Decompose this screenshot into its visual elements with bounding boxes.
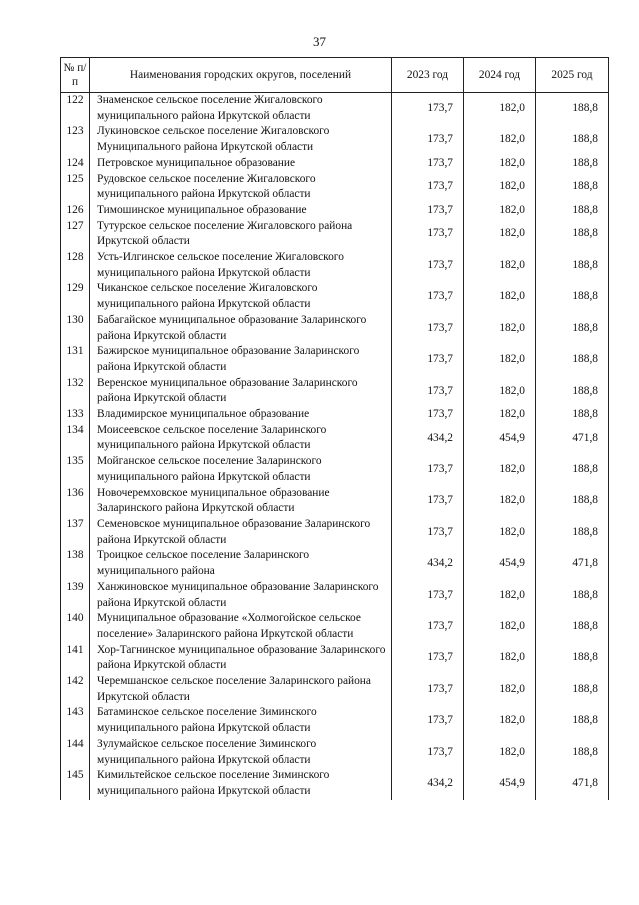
value-2024: 182,0 bbox=[464, 643, 536, 674]
value-2023: 173,7 bbox=[392, 705, 464, 736]
allocation-table bbox=[60, 57, 609, 800]
row-number: 136 bbox=[61, 486, 90, 517]
value-2025: 188,8 bbox=[536, 250, 609, 281]
settlement-name: Усть-Илгинское сельское поселение Жигаловского муниципального района Иркутской области bbox=[90, 250, 392, 281]
value-2025: 188,8 bbox=[536, 172, 609, 203]
value-2024: 182,0 bbox=[464, 674, 536, 705]
value-2024: 182,0 bbox=[464, 407, 536, 423]
row-number: 143 bbox=[61, 705, 90, 736]
header-2025: 2025 год bbox=[536, 58, 609, 93]
value-2024: 182,0 bbox=[464, 250, 536, 281]
row-number: 138 bbox=[61, 548, 90, 579]
table-row bbox=[61, 376, 609, 407]
value-2023: 173,7 bbox=[392, 203, 464, 219]
value-2025: 188,8 bbox=[536, 124, 609, 155]
settlement-name: Моисеевское сельское поселение Заларинского муниципального района Иркутской области bbox=[90, 423, 392, 454]
settlement-name: Семеновское муниципальное образование Заларинского района Иркутской области bbox=[90, 517, 392, 548]
value-2024: 454,9 bbox=[464, 548, 536, 579]
value-2024: 182,0 bbox=[464, 705, 536, 736]
value-2025: 188,8 bbox=[536, 737, 609, 768]
value-2025: 188,8 bbox=[536, 611, 609, 642]
table-row bbox=[61, 486, 609, 517]
value-2025: 188,8 bbox=[536, 517, 609, 548]
value-2023: 173,7 bbox=[392, 674, 464, 705]
value-2023: 173,7 bbox=[392, 454, 464, 485]
settlement-name: Знаменское сельское поселение Жигаловского муниципального района Иркутской области bbox=[90, 93, 392, 125]
table-row bbox=[61, 548, 609, 579]
value-2025: 188,8 bbox=[536, 407, 609, 423]
value-2025: 188,8 bbox=[536, 454, 609, 485]
settlement-name: Зулумайское сельское поселение Зиминского муниципального района Иркутской области bbox=[90, 737, 392, 768]
settlement-name: Владимирское муниципальное образование bbox=[90, 407, 392, 423]
value-2023: 173,7 bbox=[392, 281, 464, 312]
value-2024: 182,0 bbox=[464, 454, 536, 485]
value-2023: 173,7 bbox=[392, 93, 464, 125]
row-number: 125 bbox=[61, 172, 90, 203]
value-2024: 182,0 bbox=[464, 580, 536, 611]
row-number: 140 bbox=[61, 611, 90, 642]
header-name: Наименования городских округов, поселений bbox=[90, 58, 392, 93]
row-number: 132 bbox=[61, 376, 90, 407]
settlement-name: Новочеремховское муниципальное образование Заларинского района Иркутской области bbox=[90, 486, 392, 517]
row-number: 123 bbox=[61, 124, 90, 155]
header-2024: 2024 год bbox=[464, 58, 536, 93]
value-2023: 173,7 bbox=[392, 219, 464, 250]
settlement-name: Бабагайское муниципальное образование Заларинского района Иркутской области bbox=[90, 313, 392, 344]
value-2025: 471,8 bbox=[536, 768, 609, 799]
value-2024: 182,0 bbox=[464, 124, 536, 155]
table-row bbox=[61, 643, 609, 674]
page-number: 37 bbox=[313, 34, 326, 49]
row-number: 131 bbox=[61, 344, 90, 375]
header-2023: 2023 год bbox=[392, 58, 464, 93]
row-number: 129 bbox=[61, 281, 90, 312]
row-number: 124 bbox=[61, 156, 90, 172]
table-row bbox=[61, 737, 609, 768]
table-row bbox=[61, 768, 609, 799]
table-row bbox=[61, 705, 609, 736]
table-row bbox=[61, 423, 609, 454]
value-2023: 173,7 bbox=[392, 313, 464, 344]
table-row bbox=[61, 124, 609, 155]
row-number: 127 bbox=[61, 219, 90, 250]
row-number: 144 bbox=[61, 737, 90, 768]
value-2025: 188,8 bbox=[536, 156, 609, 172]
value-2024: 182,0 bbox=[464, 611, 536, 642]
row-number: 128 bbox=[61, 250, 90, 281]
table-row bbox=[61, 250, 609, 281]
value-2025: 188,8 bbox=[536, 580, 609, 611]
value-2025: 188,8 bbox=[536, 643, 609, 674]
table-row bbox=[61, 281, 609, 312]
value-2024: 182,0 bbox=[464, 203, 536, 219]
value-2025: 471,8 bbox=[536, 548, 609, 579]
table-header bbox=[61, 58, 609, 93]
value-2024: 182,0 bbox=[464, 517, 536, 548]
settlement-name: Батаминское сельское поселение Зиминского муниципального района Иркутской области bbox=[90, 705, 392, 736]
value-2024: 182,0 bbox=[464, 93, 536, 125]
value-2023: 173,7 bbox=[392, 486, 464, 517]
header-num: № п/п bbox=[61, 58, 90, 93]
value-2023: 173,7 bbox=[392, 172, 464, 203]
value-2025: 188,8 bbox=[536, 674, 609, 705]
value-2024: 454,9 bbox=[464, 423, 536, 454]
value-2024: 182,0 bbox=[464, 172, 536, 203]
table-row bbox=[61, 407, 609, 423]
value-2023: 173,7 bbox=[392, 124, 464, 155]
table-row bbox=[61, 156, 609, 172]
table-body bbox=[61, 93, 609, 800]
value-2024: 182,0 bbox=[464, 376, 536, 407]
value-2025: 188,8 bbox=[536, 93, 609, 125]
value-2024: 182,0 bbox=[464, 156, 536, 172]
settlement-name: Троицкое сельское поселение Заларинского муниципального района bbox=[90, 548, 392, 579]
row-number: 141 bbox=[61, 643, 90, 674]
value-2023: 173,7 bbox=[392, 611, 464, 642]
settlement-name: Бажирское муниципальное образование Заларинского района Иркутской области bbox=[90, 344, 392, 375]
row-number: 126 bbox=[61, 203, 90, 219]
settlement-name: Муниципальное образование «Холмогойское сельское поселение» Заларинского района Иркутской области bbox=[90, 611, 392, 642]
value-2025: 188,8 bbox=[536, 705, 609, 736]
value-2023: 434,2 bbox=[392, 423, 464, 454]
value-2023: 173,7 bbox=[392, 250, 464, 281]
table-row bbox=[61, 611, 609, 642]
value-2025: 188,8 bbox=[536, 376, 609, 407]
value-2025: 188,8 bbox=[536, 219, 609, 250]
row-number: 139 bbox=[61, 580, 90, 611]
table-row bbox=[61, 172, 609, 203]
table-row bbox=[61, 203, 609, 219]
value-2023: 173,7 bbox=[392, 737, 464, 768]
table-row bbox=[61, 674, 609, 705]
settlement-name: Лукиновское сельское поселение Жигаловского Муниципального района Иркутской области bbox=[90, 124, 392, 155]
value-2025: 188,8 bbox=[536, 281, 609, 312]
value-2024: 454,9 bbox=[464, 768, 536, 799]
table-row bbox=[61, 580, 609, 611]
row-number: 122 bbox=[61, 93, 90, 125]
value-2023: 173,7 bbox=[392, 517, 464, 548]
value-2023: 173,7 bbox=[392, 580, 464, 611]
settlement-name: Тутурское сельское поселение Жигаловского района Иркутской области bbox=[90, 219, 392, 250]
settlement-name: Веренское муниципальное образование Заларинского района Иркутской области bbox=[90, 376, 392, 407]
row-number: 130 bbox=[61, 313, 90, 344]
settlement-name: Черемшанское сельское поселение Заларинского района Иркутской области bbox=[90, 674, 392, 705]
value-2024: 182,0 bbox=[464, 737, 536, 768]
table-row bbox=[61, 344, 609, 375]
table-row bbox=[61, 454, 609, 485]
value-2025: 188,8 bbox=[536, 486, 609, 517]
value-2023: 173,7 bbox=[392, 407, 464, 423]
settlement-name: Тимошинское муниципальное образование bbox=[90, 203, 392, 219]
settlement-name: Чиканское сельское поселение Жигаловского муниципального района Иркутской области bbox=[90, 281, 392, 312]
row-number: 145 bbox=[61, 768, 90, 799]
table-row bbox=[61, 219, 609, 250]
settlement-name: Кимильтейское сельское поселение Зиминского муниципального района Иркутской области bbox=[90, 768, 392, 799]
value-2024: 182,0 bbox=[464, 486, 536, 517]
value-2023: 173,7 bbox=[392, 376, 464, 407]
row-number: 142 bbox=[61, 674, 90, 705]
row-number: 137 bbox=[61, 517, 90, 548]
row-number: 133 bbox=[61, 407, 90, 423]
value-2025: 471,8 bbox=[536, 423, 609, 454]
value-2024: 182,0 bbox=[464, 344, 536, 375]
settlement-name: Мойганское сельское поселение Заларинского муниципального района Иркутской области bbox=[90, 454, 392, 485]
value-2023: 434,2 bbox=[392, 548, 464, 579]
value-2023: 434,2 bbox=[392, 768, 464, 799]
row-number: 135 bbox=[61, 454, 90, 485]
table-row bbox=[61, 517, 609, 548]
value-2025: 188,8 bbox=[536, 344, 609, 375]
value-2024: 182,0 bbox=[464, 313, 536, 344]
row-number: 134 bbox=[61, 423, 90, 454]
value-2025: 188,8 bbox=[536, 313, 609, 344]
settlement-name: Хор-Тагнинское муниципальное образование Заларинского района Иркутской области bbox=[90, 643, 392, 674]
value-2025: 188,8 bbox=[536, 203, 609, 219]
value-2023: 173,7 bbox=[392, 344, 464, 375]
settlement-name: Рудовское сельское поселение Жигаловского муниципального района Иркутской области bbox=[90, 172, 392, 203]
table-row bbox=[61, 93, 609, 125]
value-2024: 182,0 bbox=[464, 281, 536, 312]
value-2023: 173,7 bbox=[392, 156, 464, 172]
value-2024: 182,0 bbox=[464, 219, 536, 250]
settlement-name: Петровское муниципальное образование bbox=[90, 156, 392, 172]
value-2023: 173,7 bbox=[392, 643, 464, 674]
settlement-name: Ханжиновское муниципальное образование Заларинского района Иркутской области bbox=[90, 580, 392, 611]
table-row bbox=[61, 313, 609, 344]
